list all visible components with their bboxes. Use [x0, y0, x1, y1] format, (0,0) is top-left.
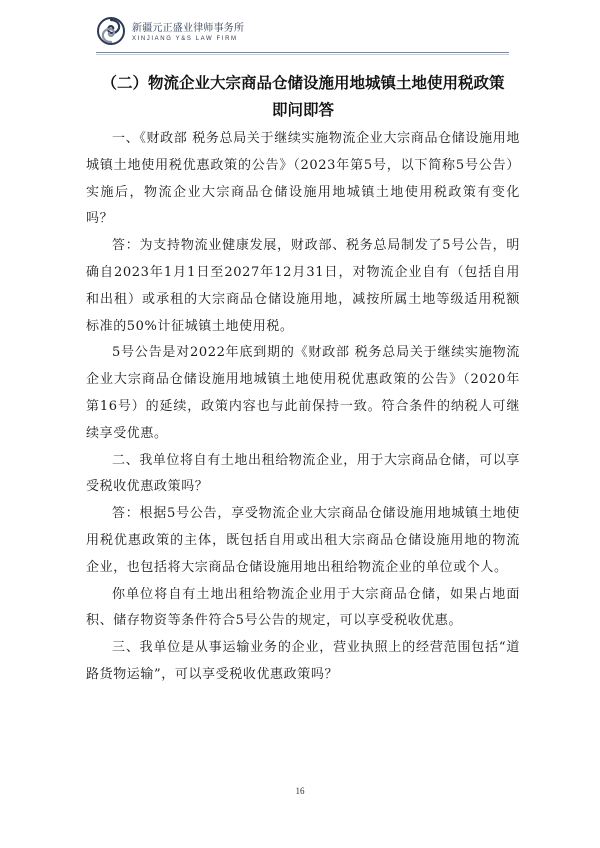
spiral-logo-icon: [96, 16, 126, 46]
page-header: [96, 14, 516, 54]
answer-1-continued: 5号公告是对2022年底到期的《财政部 税务总局关于继续实施物流企业大宗商品仓储设施用地城镇土地使用税优惠政策的公告》（2020年第16号）的延续，政策内容也与此前保持一致。符合条件的纳税人可继续享受优惠。: [86, 345, 520, 441]
section-title-line1: （二）物流企业大宗商品仓储设施用地城镇土地使用税政策: [101, 74, 505, 92]
firm-name-en: XINJIANG Y&S LAW FIRM: [132, 36, 238, 42]
section-title: [86, 70, 520, 124]
question-1: 一、《财政部 税务总局关于继续实施物流企业大宗商品仓储设施用地城镇土地使用税优惠政策的公告》（2023年第5号，以下简称5号公告）实施后，物流企业大宗商品仓储设施用地城镇土地使用税政策有变化吗？: [86, 131, 520, 227]
answer-1: 答：为支持物流业健康发展，财政部、税务总局制发了5号公告，明确自2023年1月1日至2027年12月31日，对物流企业自有（包括自用和出租）或承租的大宗商品仓储设施用地，减按所属土地等级适用税额标准的50%计征城镇土地使用税。: [86, 238, 520, 334]
question-3: 三、我单位是从事运输业务的企业，营业执照上的经营范围包括“道路货物运输”，可以享受税收优惠政策吗？: [86, 640, 520, 682]
section-title-line2: 即问即答: [271, 101, 334, 119]
document-body: [86, 126, 520, 689]
header-divider-light: [96, 54, 509, 55]
question-2: 二、我单位将自有土地出租给物流企业，用于大宗商品仓储，可以享受税收优惠政策吗？: [86, 452, 521, 495]
answer-2-continued: 你单位将自有土地出租给物流企业用于大宗商品仓储，如果占地面积、储存物资等条件符合5号公告的规定，可以享受税收优惠。: [86, 586, 520, 629]
page-number: 16: [295, 786, 305, 796]
firm-name-cn: 新疆元正盛业律师事务所: [132, 23, 245, 34]
answer-2: 答：根据5号公告，享受物流企业大宗商品仓储设施用地城镇土地使用税优惠政策的主体，既包括自用或出租大宗商品仓储设施用地的物流企业，也包括将大宗商品仓储设施用地出租给物流企业的单位或个人。: [86, 506, 520, 575]
header-divider: [96, 52, 509, 53]
